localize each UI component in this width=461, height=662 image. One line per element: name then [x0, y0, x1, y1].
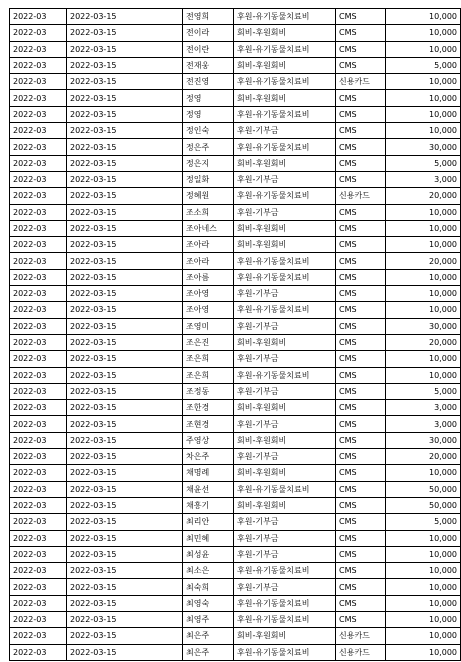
payment-method-cell: CMS [336, 530, 386, 546]
date-cell: 2022-03-15 [67, 139, 183, 155]
amount-cell: 10,000 [386, 123, 461, 139]
table-row [10, 481, 461, 497]
month-cell: 2022-03 [10, 220, 67, 236]
date-cell: 2022-03-15 [67, 611, 183, 627]
amount-cell: 10,000 [386, 302, 461, 318]
month-cell: 2022-03 [10, 644, 67, 660]
amount-cell: 30,000 [386, 318, 461, 334]
month-cell: 2022-03 [10, 497, 67, 513]
month-cell: 2022-03 [10, 416, 67, 432]
month-cell: 2022-03 [10, 90, 67, 106]
table-row [10, 367, 461, 383]
donor-name-cell: 전영희 [183, 9, 234, 25]
donor-name-cell: 조영미 [183, 318, 234, 334]
date-cell: 2022-03-15 [67, 318, 183, 334]
table-row [10, 318, 461, 334]
table-row [10, 497, 461, 513]
month-cell: 2022-03 [10, 465, 67, 481]
payment-method-cell: CMS [336, 579, 386, 595]
table-row [10, 416, 461, 432]
payment-method-cell: CMS [336, 432, 386, 448]
payment-method-cell: CMS [336, 449, 386, 465]
payment-method-cell: 신용카드 [336, 628, 386, 644]
payment-method-cell: 신용카드 [336, 644, 386, 660]
donor-name-cell: 최리안 [183, 514, 234, 530]
category-cell: 회비-후원회비 [234, 57, 336, 73]
payment-method-cell: CMS [336, 220, 386, 236]
category-cell: 후원-기부금 [234, 383, 336, 399]
category-cell: 후원-기부금 [234, 351, 336, 367]
donor-name-cell: 조한경 [183, 400, 234, 416]
amount-cell: 10,000 [386, 351, 461, 367]
date-cell: 2022-03-15 [67, 25, 183, 41]
table-row [10, 449, 461, 465]
donor-name-cell: 최성윤 [183, 546, 234, 562]
table-row [10, 563, 461, 579]
amount-cell: 5,000 [386, 57, 461, 73]
donor-name-cell: 조현경 [183, 416, 234, 432]
payment-method-cell: CMS [336, 318, 386, 334]
category-cell: 후원-유기동물치료비 [234, 106, 336, 122]
date-cell: 2022-03-15 [67, 155, 183, 171]
date-cell: 2022-03-15 [67, 481, 183, 497]
donor-name-cell: 최숙희 [183, 579, 234, 595]
table-row [10, 579, 461, 595]
table-row [10, 41, 461, 57]
date-cell: 2022-03-15 [67, 106, 183, 122]
table-row [10, 171, 461, 187]
month-cell: 2022-03 [10, 432, 67, 448]
date-cell: 2022-03-15 [67, 171, 183, 187]
donor-name-cell: 채흥기 [183, 497, 234, 513]
category-cell: 후원-유기동물치료비 [234, 139, 336, 155]
category-cell: 후원-유기동물치료비 [234, 188, 336, 204]
category-cell: 후원-기부금 [234, 318, 336, 334]
category-cell: 후원-유기동물치료비 [234, 611, 336, 627]
payment-method-cell: CMS [336, 595, 386, 611]
payment-method-cell: CMS [336, 514, 386, 530]
payment-method-cell: CMS [336, 563, 386, 579]
table-row [10, 9, 461, 25]
category-cell: 회비-후원회비 [234, 220, 336, 236]
category-cell: 회비-후원회비 [234, 237, 336, 253]
month-cell: 2022-03 [10, 155, 67, 171]
date-cell: 2022-03-15 [67, 123, 183, 139]
category-cell: 회비-후원회비 [234, 497, 336, 513]
amount-cell: 10,000 [386, 41, 461, 57]
payment-method-cell: CMS [336, 465, 386, 481]
category-cell: 후원-유기동물치료비 [234, 595, 336, 611]
table-row [10, 514, 461, 530]
payment-method-cell: CMS [336, 25, 386, 41]
payment-method-cell: CMS [336, 253, 386, 269]
table-row [10, 595, 461, 611]
donor-name-cell: 조아라 [183, 237, 234, 253]
month-cell: 2022-03 [10, 204, 67, 220]
donor-name-cell: 정일화 [183, 171, 234, 187]
date-cell: 2022-03-15 [67, 74, 183, 90]
month-cell: 2022-03 [10, 41, 67, 57]
category-cell: 후원-기부금 [234, 530, 336, 546]
month-cell: 2022-03 [10, 25, 67, 41]
table-row [10, 90, 461, 106]
payment-method-cell: CMS [336, 367, 386, 383]
donor-name-cell: 최소은 [183, 563, 234, 579]
amount-cell: 3,000 [386, 171, 461, 187]
payment-method-cell: CMS [336, 383, 386, 399]
payment-method-cell: CMS [336, 546, 386, 562]
amount-cell: 10,000 [386, 644, 461, 660]
month-cell: 2022-03 [10, 253, 67, 269]
payment-method-cell: CMS [336, 171, 386, 187]
month-cell: 2022-03 [10, 400, 67, 416]
month-cell: 2022-03 [10, 334, 67, 350]
donor-name-cell: 전이란 [183, 41, 234, 57]
date-cell: 2022-03-15 [67, 383, 183, 399]
table-row [10, 253, 461, 269]
donor-name-cell: 조아름 [183, 269, 234, 285]
date-cell: 2022-03-15 [67, 188, 183, 204]
category-cell: 후원-기부금 [234, 514, 336, 530]
amount-cell: 50,000 [386, 481, 461, 497]
amount-cell: 10,000 [386, 579, 461, 595]
table-row [10, 123, 461, 139]
donor-name-cell: 차은주 [183, 449, 234, 465]
donor-name-cell: 조아영 [183, 302, 234, 318]
payment-method-cell: CMS [336, 334, 386, 350]
amount-cell: 5,000 [386, 155, 461, 171]
month-cell: 2022-03 [10, 171, 67, 187]
amount-cell: 20,000 [386, 253, 461, 269]
month-cell: 2022-03 [10, 9, 67, 25]
month-cell: 2022-03 [10, 139, 67, 155]
date-cell: 2022-03-15 [67, 90, 183, 106]
payment-method-cell: CMS [336, 611, 386, 627]
payment-method-cell: CMS [336, 302, 386, 318]
amount-cell: 10,000 [386, 74, 461, 90]
amount-cell: 3,000 [386, 416, 461, 432]
date-cell: 2022-03-15 [67, 9, 183, 25]
category-cell: 후원-기부금 [234, 449, 336, 465]
date-cell: 2022-03-15 [67, 432, 183, 448]
month-cell: 2022-03 [10, 123, 67, 139]
category-cell: 회비-후원회비 [234, 25, 336, 41]
amount-cell: 5,000 [386, 383, 461, 399]
donor-name-cell: 정은지 [183, 155, 234, 171]
category-cell: 회비-후원회비 [234, 90, 336, 106]
amount-cell: 20,000 [386, 188, 461, 204]
donor-name-cell: 최민혜 [183, 530, 234, 546]
category-cell: 후원-유기동물치료비 [234, 253, 336, 269]
date-cell: 2022-03-15 [67, 286, 183, 302]
donor-name-cell: 정은주 [183, 139, 234, 155]
ledger-body [10, 9, 461, 661]
amount-cell: 10,000 [386, 9, 461, 25]
amount-cell: 10,000 [386, 367, 461, 383]
date-cell: 2022-03-15 [67, 465, 183, 481]
category-cell: 회비-후원회비 [234, 465, 336, 481]
category-cell: 후원-유기동물치료비 [234, 41, 336, 57]
donor-name-cell: 정영 [183, 90, 234, 106]
date-cell: 2022-03-15 [67, 497, 183, 513]
category-cell: 후원-유기동물치료비 [234, 367, 336, 383]
donor-name-cell: 조은진 [183, 334, 234, 350]
amount-cell: 10,000 [386, 286, 461, 302]
category-cell: 회비-후원회비 [234, 155, 336, 171]
month-cell: 2022-03 [10, 269, 67, 285]
payment-method-cell: CMS [336, 41, 386, 57]
table-row [10, 57, 461, 73]
category-cell: 후원-유기동물치료비 [234, 269, 336, 285]
donor-name-cell: 조은희 [183, 351, 234, 367]
amount-cell: 20,000 [386, 334, 461, 350]
payment-method-cell: CMS [336, 90, 386, 106]
table-row [10, 530, 461, 546]
payment-method-cell: 신용카드 [336, 188, 386, 204]
payment-method-cell: CMS [336, 481, 386, 497]
table-row [10, 139, 461, 155]
donor-name-cell: 조정동 [183, 383, 234, 399]
payment-method-cell: CMS [336, 416, 386, 432]
month-cell: 2022-03 [10, 546, 67, 562]
table-row [10, 237, 461, 253]
month-cell: 2022-03 [10, 57, 67, 73]
payment-method-cell: CMS [336, 497, 386, 513]
table-row [10, 269, 461, 285]
donor-name-cell: 전이라 [183, 25, 234, 41]
amount-cell: 10,000 [386, 106, 461, 122]
donor-name-cell: 조은희 [183, 367, 234, 383]
category-cell: 후원-기부금 [234, 546, 336, 562]
table-row [10, 351, 461, 367]
table-row [10, 74, 461, 90]
date-cell: 2022-03-15 [67, 351, 183, 367]
amount-cell: 10,000 [386, 204, 461, 220]
table-row [10, 383, 461, 399]
donor-name-cell: 채명례 [183, 465, 234, 481]
month-cell: 2022-03 [10, 530, 67, 546]
donor-name-cell: 최영숙 [183, 595, 234, 611]
payment-method-cell: CMS [336, 106, 386, 122]
payment-method-cell: CMS [336, 204, 386, 220]
amount-cell: 10,000 [386, 269, 461, 285]
month-cell: 2022-03 [10, 286, 67, 302]
amount-cell: 10,000 [386, 563, 461, 579]
category-cell: 회비-후원회비 [234, 432, 336, 448]
table-row [10, 204, 461, 220]
date-cell: 2022-03-15 [67, 41, 183, 57]
payment-method-cell: CMS [336, 9, 386, 25]
month-cell: 2022-03 [10, 351, 67, 367]
table-row [10, 220, 461, 236]
amount-cell: 10,000 [386, 90, 461, 106]
payment-method-cell: CMS [336, 155, 386, 171]
date-cell: 2022-03-15 [67, 253, 183, 269]
category-cell: 후원-유기동물치료비 [234, 563, 336, 579]
date-cell: 2022-03-15 [67, 269, 183, 285]
date-cell: 2022-03-15 [67, 400, 183, 416]
donor-name-cell: 최영주 [183, 611, 234, 627]
category-cell: 후원-기부금 [234, 123, 336, 139]
month-cell: 2022-03 [10, 611, 67, 627]
category-cell: 회비-후원회비 [234, 334, 336, 350]
payment-method-cell: CMS [336, 351, 386, 367]
category-cell: 후원-유기동물치료비 [234, 9, 336, 25]
category-cell: 후원-유기동물치료비 [234, 74, 336, 90]
donor-name-cell: 최은주 [183, 644, 234, 660]
table-row [10, 628, 461, 644]
month-cell: 2022-03 [10, 579, 67, 595]
category-cell: 회비-후원회비 [234, 400, 336, 416]
month-cell: 2022-03 [10, 595, 67, 611]
amount-cell: 10,000 [386, 611, 461, 627]
amount-cell: 10,000 [386, 595, 461, 611]
amount-cell: 10,000 [386, 25, 461, 41]
payment-method-cell: CMS [336, 400, 386, 416]
category-cell: 후원-유기동물치료비 [234, 302, 336, 318]
amount-cell: 10,000 [386, 546, 461, 562]
category-cell: 회비-후원회비 [234, 628, 336, 644]
month-cell: 2022-03 [10, 106, 67, 122]
table-row [10, 25, 461, 41]
donor-name-cell: 조아영 [183, 286, 234, 302]
table-row [10, 400, 461, 416]
category-cell: 후원-기부금 [234, 286, 336, 302]
date-cell: 2022-03-15 [67, 416, 183, 432]
table-row [10, 432, 461, 448]
date-cell: 2022-03-15 [67, 546, 183, 562]
table-row [10, 611, 461, 627]
table-row [10, 334, 461, 350]
payment-method-cell: CMS [336, 286, 386, 302]
date-cell: 2022-03-15 [67, 514, 183, 530]
table-row [10, 644, 461, 660]
month-cell: 2022-03 [10, 563, 67, 579]
amount-cell: 10,000 [386, 628, 461, 644]
date-cell: 2022-03-15 [67, 449, 183, 465]
category-cell: 후원-기부금 [234, 171, 336, 187]
month-cell: 2022-03 [10, 481, 67, 497]
category-cell: 후원-유기동물치료비 [234, 644, 336, 660]
date-cell: 2022-03-15 [67, 367, 183, 383]
date-cell: 2022-03-15 [67, 628, 183, 644]
donor-name-cell: 주영상 [183, 432, 234, 448]
payment-method-cell: CMS [336, 269, 386, 285]
amount-cell: 5,000 [386, 514, 461, 530]
month-cell: 2022-03 [10, 449, 67, 465]
donor-name-cell: 조소희 [183, 204, 234, 220]
category-cell: 후원-기부금 [234, 204, 336, 220]
month-cell: 2022-03 [10, 237, 67, 253]
donor-name-cell: 정혜원 [183, 188, 234, 204]
amount-cell: 50,000 [386, 497, 461, 513]
month-cell: 2022-03 [10, 383, 67, 399]
date-cell: 2022-03-15 [67, 302, 183, 318]
donor-name-cell: 채윤선 [183, 481, 234, 497]
month-cell: 2022-03 [10, 74, 67, 90]
donor-name-cell: 정인숙 [183, 123, 234, 139]
donor-name-cell: 정영 [183, 106, 234, 122]
amount-cell: 10,000 [386, 530, 461, 546]
payment-method-cell: 신용카드 [336, 74, 386, 90]
table-row [10, 302, 461, 318]
month-cell: 2022-03 [10, 514, 67, 530]
date-cell: 2022-03-15 [67, 579, 183, 595]
month-cell: 2022-03 [10, 318, 67, 334]
amount-cell: 30,000 [386, 139, 461, 155]
category-cell: 후원-기부금 [234, 579, 336, 595]
date-cell: 2022-03-15 [67, 595, 183, 611]
donor-name-cell: 전진영 [183, 74, 234, 90]
table-row [10, 188, 461, 204]
date-cell: 2022-03-15 [67, 57, 183, 73]
amount-cell: 3,000 [386, 400, 461, 416]
month-cell: 2022-03 [10, 367, 67, 383]
category-cell: 후원-기부금 [234, 416, 336, 432]
payment-method-cell: CMS [336, 237, 386, 253]
month-cell: 2022-03 [10, 628, 67, 644]
donation-ledger-table [9, 8, 461, 661]
amount-cell: 30,000 [386, 432, 461, 448]
table-row [10, 106, 461, 122]
date-cell: 2022-03-15 [67, 237, 183, 253]
table-row [10, 155, 461, 171]
amount-cell: 10,000 [386, 220, 461, 236]
date-cell: 2022-03-15 [67, 530, 183, 546]
payment-method-cell: CMS [336, 57, 386, 73]
donor-name-cell: 조아라 [183, 253, 234, 269]
date-cell: 2022-03-15 [67, 220, 183, 236]
payment-method-cell: CMS [336, 123, 386, 139]
date-cell: 2022-03-15 [67, 563, 183, 579]
date-cell: 2022-03-15 [67, 204, 183, 220]
amount-cell: 20,000 [386, 449, 461, 465]
donor-name-cell: 최은주 [183, 628, 234, 644]
donor-name-cell: 전재웅 [183, 57, 234, 73]
month-cell: 2022-03 [10, 302, 67, 318]
table-row [10, 546, 461, 562]
table-row [10, 286, 461, 302]
table-row [10, 465, 461, 481]
amount-cell: 10,000 [386, 237, 461, 253]
date-cell: 2022-03-15 [67, 644, 183, 660]
date-cell: 2022-03-15 [67, 334, 183, 350]
donor-name-cell: 조아네스 [183, 220, 234, 236]
category-cell: 후원-유기동물치료비 [234, 481, 336, 497]
month-cell: 2022-03 [10, 188, 67, 204]
payment-method-cell: CMS [336, 139, 386, 155]
amount-cell: 10,000 [386, 465, 461, 481]
